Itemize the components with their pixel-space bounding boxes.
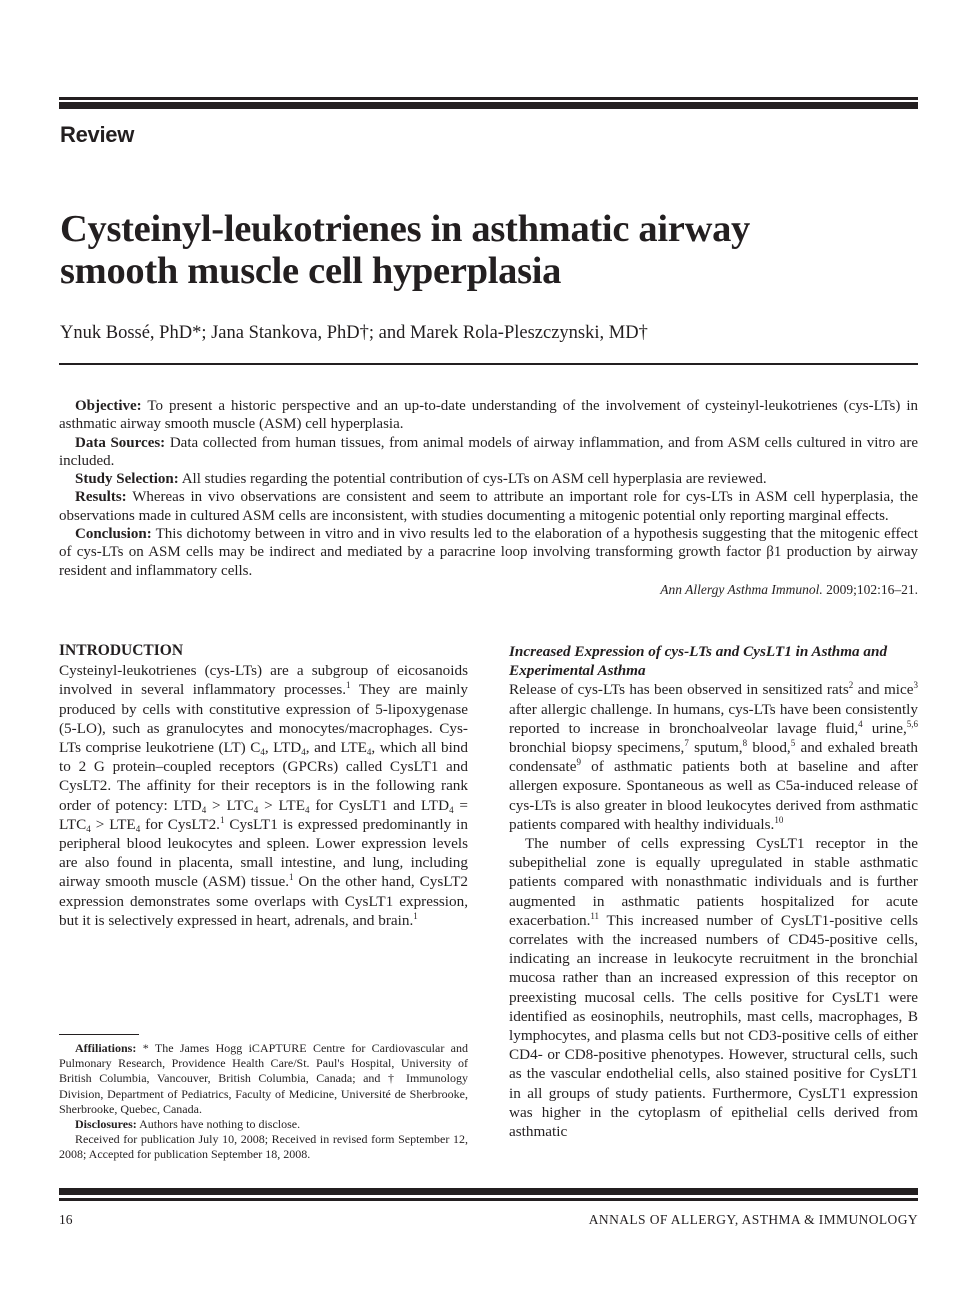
title-line-1: Cysteinyl-leukotrienes in asthmatic airway (60, 208, 750, 250)
results-text: Whereas in vivo observations are consistent and seem to attribute an important role for cys-LTs in ASM cell hyperplasia, the observations made in cultured ASM cells are inconsistent, with studies documenting a mitogenic potential only reporting marginal effects. (59, 489, 918, 524)
text-run: for CysLT1 and LTD (309, 796, 450, 814)
subscript: 4 (201, 804, 207, 815)
reference-mark: 8 (742, 738, 748, 749)
right-column (509, 642, 918, 1141)
reference-mark: 10 (774, 814, 784, 825)
selection-text: All studies regarding the potential contribution of cys-LTs on ASM cell hyperplasia are reviewed. (181, 471, 767, 488)
intro-paragraph (59, 661, 468, 930)
text-run: Cysteinyl-leukotrienes (cys-LTs) are a subgroup of eicosanoids involved in several inflammatory processes. (59, 662, 468, 699)
text-run: CysLT1 is expressed predominantly in peripheral blood leukocytes and spleen. Lower expression levels are also found in placenta, small intestine, and lung, including airway smooth muscle (ASM) tissue. (59, 815, 468, 891)
affiliations-text: * The James Hogg iCAPTURE Centre for Cardiovascular and Pulmonary Research, Providence Health Care/St. Paul's Hospital, University of British Columbia, Vancouver, British Columbia, Canada; and † Immunology Division, Department of Pediatrics, Faculty of Medicine, Université de Sherbrooke, Sherbrooke, Quebec, Canada. (59, 1041, 469, 1116)
text-run: The number of cells expressing CysLT1 receptor in the subepithelial zone is equally upregulated in stable asthmatic patients compared with nonasthmatic individuals and is further augmented in asthmatic patients hospitalized for acute exacerbation. (509, 835, 918, 929)
journal-name: ANNALS OF ALLERGY, ASTHMA & IMMUNOLOGY (588, 1212, 918, 1227)
selection-label: Study Selection: (75, 471, 179, 488)
affiliations-label: Affiliations: (75, 1041, 137, 1055)
text-run: and mice (853, 681, 914, 699)
text-run: blood, (747, 739, 791, 757)
disclosures-note (59, 1117, 468, 1132)
reference-mark: 1 (346, 680, 351, 691)
text-run: , which all bind to 2 G protein–coupled receptors (GPCRs) called CysLT1 and CysLT2. The affinity for their receptors is in the following rank order of potency: LTD (59, 739, 468, 814)
reference-mark: 1 (219, 814, 225, 825)
top-rule-thin (59, 97, 918, 100)
top-rule-thick (59, 102, 918, 109)
footnote-rule (59, 1034, 139, 1035)
title-line-2: smooth muscle cell hyperplasia (60, 250, 562, 292)
abstract-results (59, 488, 918, 525)
citation (59, 581, 918, 599)
right-paragraph-2 (509, 834, 918, 1141)
page-number: 16 (59, 1212, 73, 1227)
conclusion-label: Conclusion: (75, 526, 152, 543)
text-run: of asthmatic patients both at baseline and after allergen exposure. Spontaneous as well as C5a-induced release of cys-LTs is also greater in blood leukocytes derived from asthmatic patients compared with healthy individuals. (509, 758, 918, 833)
text-run: They are mainly produced by cells with constitutive expression of 5-lipoxygenase (5-LO), such as granulocytes and monocytes/macrophages. Cys-LTs comprise leukotriene (LT) C (59, 681, 468, 757)
bottom-rule (59, 1188, 918, 1202)
footnotes (59, 1041, 468, 1163)
abstract-conclusion (59, 525, 918, 580)
reference-mark: 5,6 (906, 718, 918, 729)
introduction-heading: INTRODUCTION (59, 642, 184, 659)
subscript: 4 (449, 804, 454, 815)
subsection-heading: Increased Expression of cys-LTs and CysLT1 in Asthma and Experimental Asthma (509, 643, 888, 680)
left-column (59, 641, 468, 930)
text-run: and exhaled breath condensate (509, 739, 918, 776)
abstract (59, 397, 918, 599)
reference-mark: 9 (576, 757, 581, 768)
reference-mark: 4 (858, 718, 863, 729)
sources-label: Data Sources: (75, 434, 166, 451)
affiliations-note (59, 1041, 468, 1117)
section-label: Review (60, 122, 135, 147)
conclusion-text: This dichotomy between in vitro and in vivo results led to the elaboration of a hypothesis suggesting that the mitogenic effect of cys-LTs on ASM cells may be indirect and mediated by a paracrine loop involving transforming growth factor β1 production by airway resident and inflammatory cells. (59, 526, 918, 579)
text-run: This increased number of CysLT1-positive cells correlates with the increased numbers of CD45-positive cells, indicating an increase in leukocyte recruitment in the bronchial mucosa rather than an increased expression of this receptor on preexisting mucosal cells. The cells positive for CysLT1 were identified as eosinophils, neutrophils, mast cells, macrophages, B lymphocytes, and plasma cells but not CD3-positive cells of either CD4- or CD8-positive phenotypes. However, structural cells, such as the vascular endothelial cells, also stained positive for CysLT1 in all groups of study patients. Furthermore, CysLT1 expression was higher in the cytoplasm of epithelial cells derived from asthmatic (509, 911, 918, 1141)
results-label: Results: (75, 489, 127, 506)
text-run: = LTC (59, 796, 468, 833)
objective-text: To present a historic perspective and an up-to-date understanding of the involvement of cysteinyl-leukotrienes (cys-LTs) in asthmatic airway smooth muscle (ASM) cell hyperplasia. (59, 398, 919, 433)
bottom-rule-thin (59, 1198, 918, 1201)
received-note: Received for publication July 10, 2008; Received in revised form September 12, 2008; Accepted for publication September 18, 2008. (59, 1132, 468, 1162)
subscript: 4 (304, 804, 310, 815)
abstract-study-selection (59, 470, 918, 488)
text-run: On the other hand, CysLT2 expression demonstrates some overlaps with CysLT1 expression, but it is selectively expressed in heart, adrenals, and brain. (59, 873, 468, 929)
text-run: > LTE (90, 815, 136, 833)
citation-volume: 2009;102:16–21. (826, 581, 918, 597)
author-divider (59, 363, 918, 365)
reference-mark: 5 (790, 738, 796, 749)
abstract-data-sources (59, 434, 918, 471)
text-run: Release of cys-LTs has been observed in sensitized rats (509, 681, 849, 699)
subscript: 4 (135, 823, 141, 834)
subscript: 4 (253, 804, 259, 815)
text-run: , and LTE (305, 739, 367, 757)
text-run: urine, (862, 719, 907, 737)
text-run: after allergic challenge. In humans, cys-LTs have been consistently reported to increase in bronchoalveolar lavage fluid, (509, 700, 918, 737)
disclosures-label: Disclosures: (75, 1117, 137, 1132)
subscript: 4 (86, 823, 91, 834)
citation-journal: Ann Allergy Asthma Immunol. (660, 581, 823, 597)
reference-mark: 11 (590, 910, 600, 921)
text-run: sputum, (688, 739, 743, 757)
top-rule (59, 97, 918, 110)
text-run: for CysLT2. (140, 815, 220, 833)
reference-mark: 3 (913, 680, 918, 691)
article-title (60, 208, 920, 292)
reference-mark: 2 (848, 680, 854, 691)
bottom-rule-thick (59, 1188, 918, 1195)
subscript: 4 (301, 747, 306, 758)
objective-label: Objective: (75, 398, 142, 414)
right-paragraph-1 (509, 680, 918, 834)
subscript: 4 (366, 747, 372, 758)
author-list: Ynuk Bossé, PhD*; Jana Stankova, PhD†; and Marek Rola-Pleszczynski, MD† (60, 323, 648, 343)
disclosures-text: Authors have nothing to disclose. (139, 1117, 301, 1132)
text-run: > LTE (258, 796, 305, 814)
abstract-objective (59, 397, 918, 434)
reference-mark: 1 (413, 910, 418, 921)
reference-mark: 1 (289, 872, 294, 883)
text-run: , LTD (264, 739, 302, 757)
reference-mark: 7 (684, 738, 689, 749)
text-run: > LTC (206, 796, 254, 814)
subscript: 4 (260, 747, 265, 758)
text-run: bronchial biopsy specimens, (509, 739, 685, 757)
sources-text: Data collected from human tissues, from animal models of airway inflammation, and from ASM cells cultured in vitro are included. (59, 434, 919, 469)
